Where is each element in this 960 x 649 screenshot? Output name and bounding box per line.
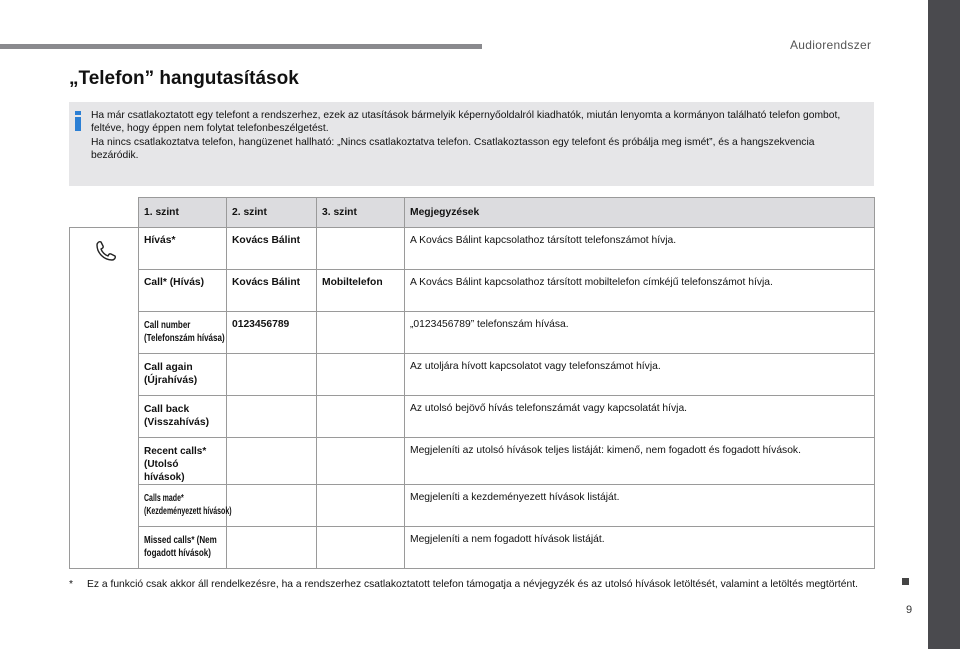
table-header-level1: 1. szint [139, 198, 227, 228]
header-bar [0, 44, 482, 49]
cell-level2 [227, 438, 317, 485]
cell-level3 [317, 228, 405, 270]
cell-note: Megjeleníti a kezdeményezett hívások listáját. [405, 485, 875, 527]
cell-level3 [317, 354, 405, 396]
table-header-row [70, 198, 875, 228]
page-title: „Telefon” hangutasítások [69, 68, 299, 89]
info-box [69, 102, 874, 186]
table-row [70, 312, 875, 354]
cell-level3 [317, 396, 405, 438]
table-row [70, 527, 875, 569]
table-row [70, 228, 875, 270]
cell-level3 [317, 527, 405, 569]
cell-level2: Kovács Bálint [227, 228, 317, 270]
cell-note: Az utolsó bejövő hívás telefonszámát vagy kapcsolatát hívja. [405, 396, 875, 438]
cell-level1: Recent calls* (Utolsó hívások) [139, 438, 227, 485]
table-header-notes: Megjegyzések [405, 198, 875, 228]
phone-icon-cell [70, 228, 139, 569]
cell-level3 [317, 438, 405, 485]
cell-level1: Missed calls* (Nem fogadott hívások) [139, 527, 227, 569]
voice-command-table [69, 197, 875, 569]
info-text [91, 109, 860, 162]
footnote [69, 578, 869, 591]
cell-level1: Call* (Hívás) [139, 270, 227, 312]
info-paragraph: Ha nincs csatlakoztatva telefon, hangüzenet hallható: „Nincs csatlakoztatva telefon. Csatlakoztasson egy telefont és próbálja meg ismét”, és a hangszekvencia bezáródik. [91, 136, 815, 161]
table-row [70, 270, 875, 312]
table-row [70, 396, 875, 438]
cell-level2 [227, 527, 317, 569]
cell-note: A Kovács Bálint kapcsolathoz társított mobiltelefon címkéjű telefonszámot hívja. [405, 270, 875, 312]
info-paragraph: Ha már csatlakoztatott egy telefont a rendszerhez, ezek az utasítások bármelyik képernyőoldalról kiadhatók, miután lenyomta a kormányon található telefon gombot, feltéve, hogy éppen nem folytat telefonbeszélgetést. [91, 110, 841, 135]
cell-note: Megjeleníti az utolsó hívások teljes listáját: kimenő, nem fogadott és fogadott hívások. [405, 438, 875, 485]
cell-level1: Calls made* (Kezdeményezett hívások) [139, 485, 227, 527]
cell-level1: Call back (Visszahívás) [139, 396, 227, 438]
cell-level2 [227, 396, 317, 438]
table-header-blank [70, 198, 139, 228]
cell-level1: Call again (Újrahívás) [139, 354, 227, 396]
cell-note: Megjeleníti a nem fogadott hívások listáját. [405, 527, 875, 569]
cell-level2 [227, 354, 317, 396]
phone-icon [93, 238, 119, 264]
table-row [70, 354, 875, 396]
side-strip [928, 0, 960, 649]
cell-level2: 0123456789 [227, 312, 317, 354]
cell-level1: Hívás* [139, 228, 227, 270]
info-icon [75, 111, 81, 133]
footnote-marker: * [69, 579, 74, 590]
cell-level2: Kovács Bálint [227, 270, 317, 312]
cell-level1: Call number (Telefonszám hívása) [139, 312, 227, 354]
side-marker [902, 578, 909, 585]
section-title: Audiorendszer [790, 38, 872, 52]
cell-note: „0123456789” telefonszám hívása. [405, 312, 875, 354]
cell-level2 [227, 485, 317, 527]
cell-level3: Mobiltelefon [317, 270, 405, 312]
table-row [70, 485, 875, 527]
table-header-level3: 3. szint [317, 198, 405, 228]
cell-note: Az utoljára hívott kapcsolatot vagy telefonszámot hívja. [405, 354, 875, 396]
table-header-level2: 2. szint [227, 198, 317, 228]
cell-note: A Kovács Bálint kapcsolathoz társított telefonszámot hívja. [405, 228, 875, 270]
cell-level3 [317, 312, 405, 354]
table-row [70, 438, 875, 485]
footnote-text: Ez a funkció csak akkor áll rendelkezésre, ha a rendszerhez csatlakoztatott telefon támogatja a névjegyzék és az utolsó hívások letöltését, valamint a letöltés megtörtént. [87, 579, 858, 590]
page-number: 9 [906, 604, 913, 616]
cell-level3 [317, 485, 405, 527]
